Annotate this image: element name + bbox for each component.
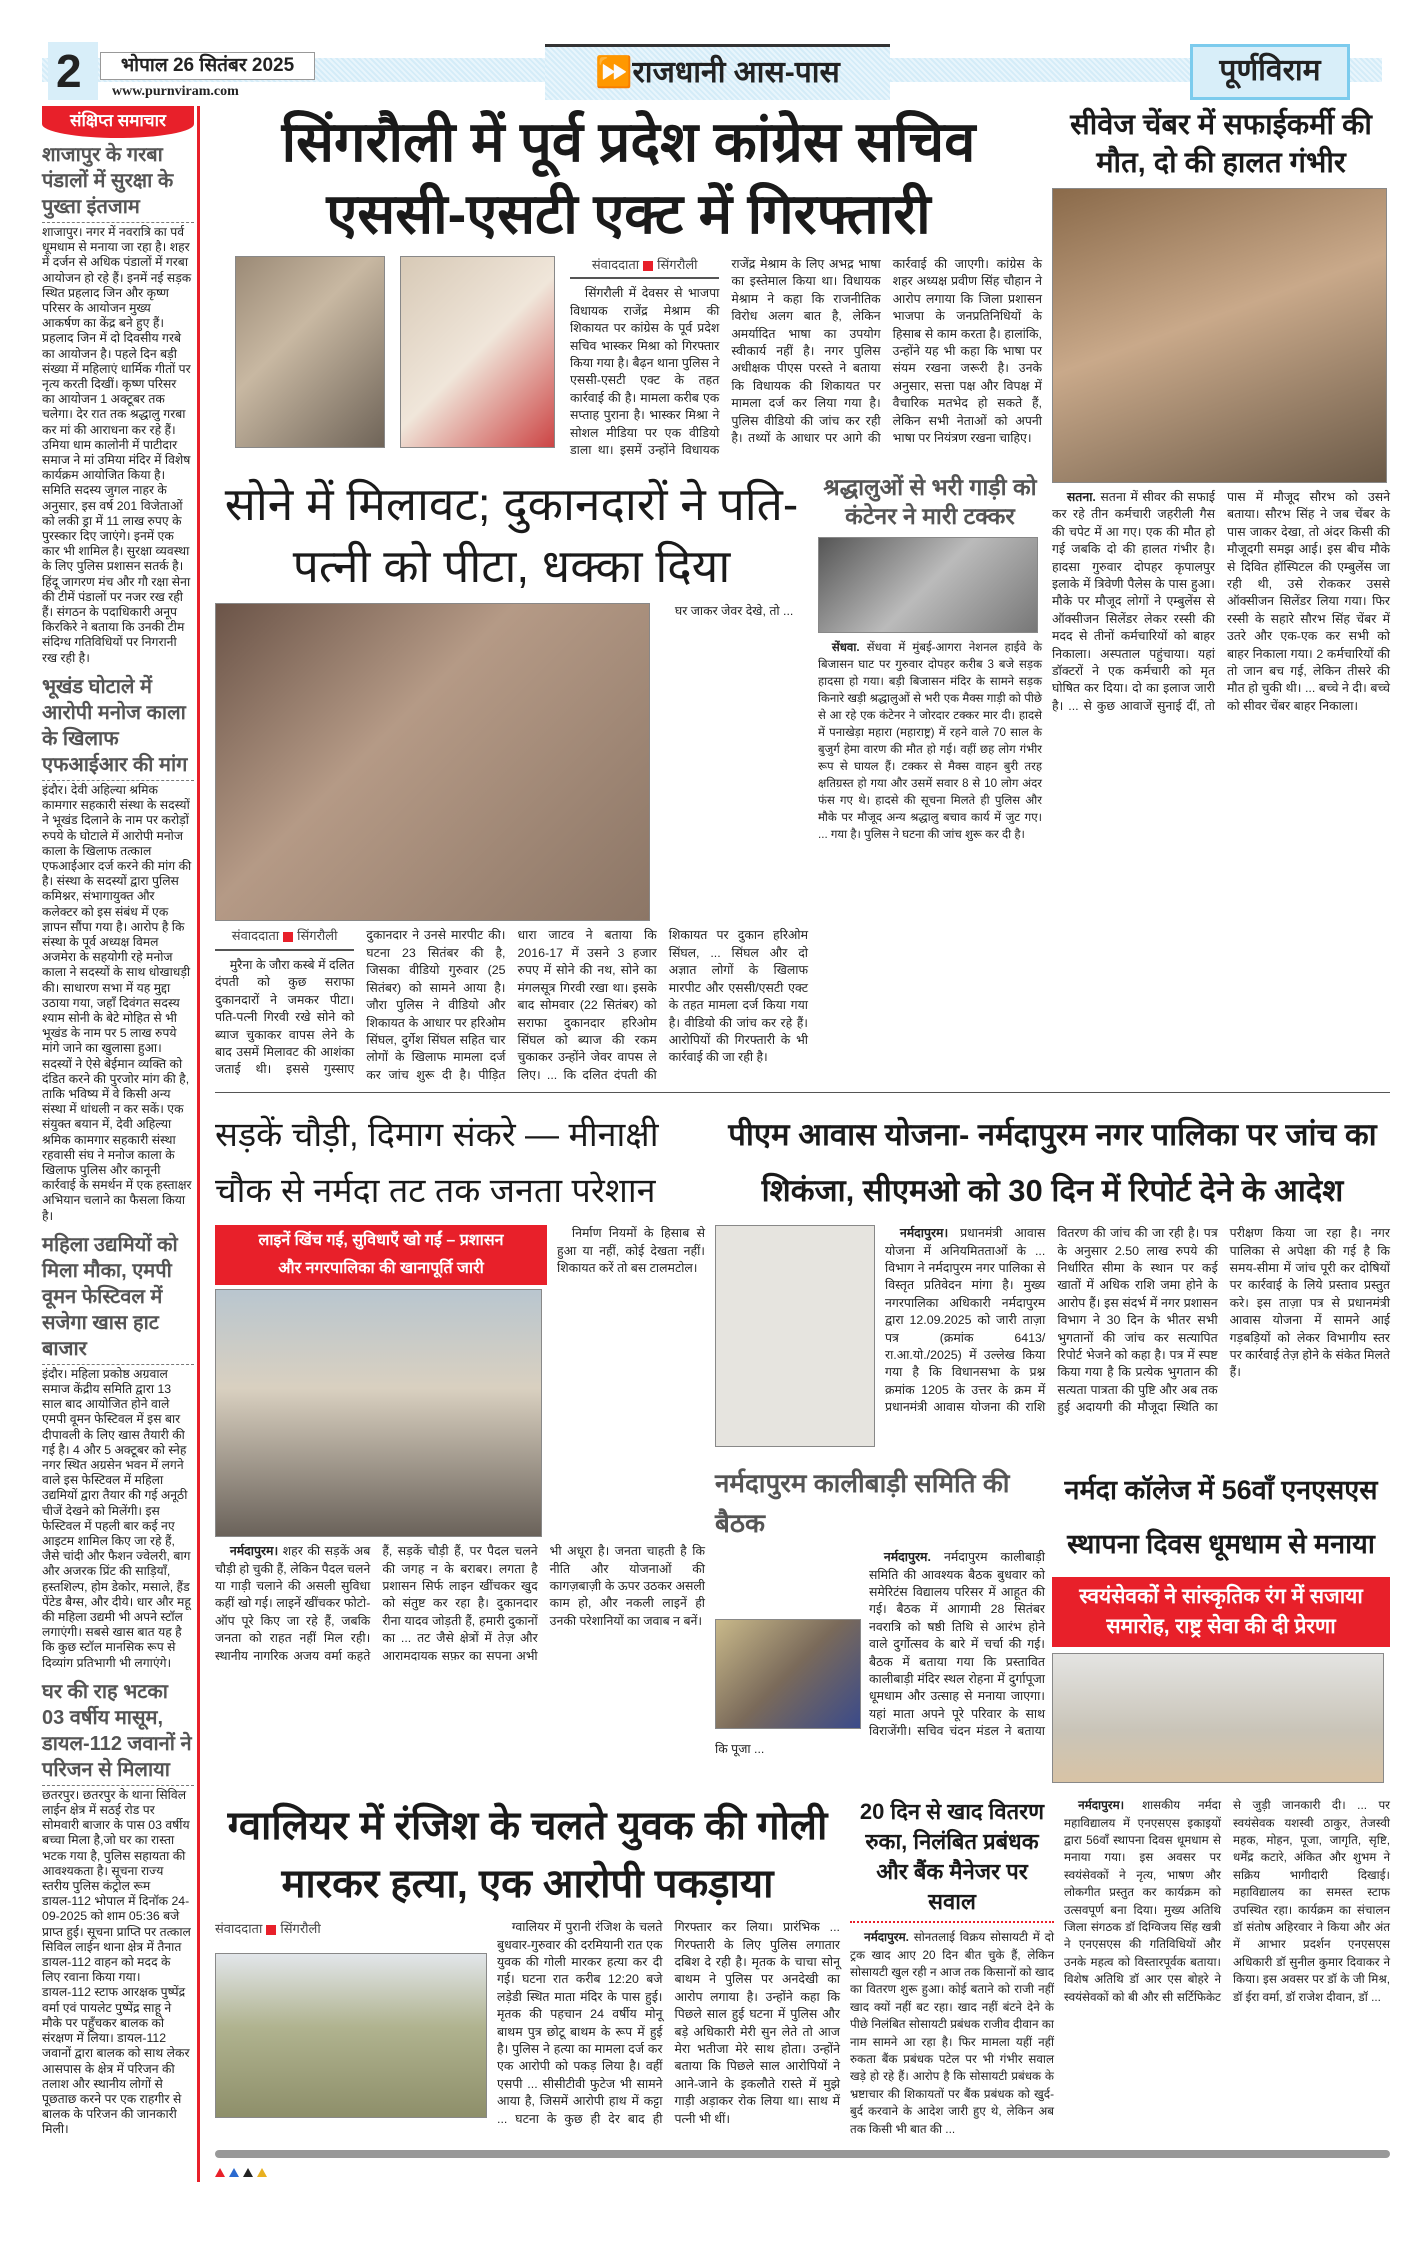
brief-item <box>42 138 194 670</box>
kalibadi-text: नर्मदापुरम कालीबाड़ी समिति की आवश्यक बैठक बुधवार को समेरिटंस विद्यालय परिसर में आहूत की गई। बैठक में आगामी 28 सितंबर नवरात्रि को षष्ठी तिथि से आरंभ होने वाले दुर्गोत्सव के बारे में चर्चा की गई। बैठक में बताया गया कि प्रस्तावित कालीबाड़ी मंदिर स्थल रोहना में दुर्गापूजा धूमधाम और उत्साह से मनाया जाएगा। यहां माता अपने पूरे परिवार के साथ विराजेंगी। सचिव चंदन मंडल ने बताया कि पूजा ... <box>715 1550 1045 1756</box>
college-headline: नर्मदा कॉलेज में 56वाँ एनएसएस स्थापना दिवस धूमधाम से मनाया <box>1064 1475 1378 1560</box>
accident-headline: श्रद्धालुओं से भरी गाड़ी को कंटेनर ने मारी टक्कर <box>823 474 1037 530</box>
brief-item <box>42 1675 194 2142</box>
double-chevron-icon: ⏩ <box>595 56 633 89</box>
brief-text: छतरपुर। छतरपुर के थाना सिविल लाईन क्षेत्र में सठई रोड पर सोमवारी बाजार के पास 03 वर्षीय बच्चा मिला है,जो घर का रास्ता भटक गया है, पुलिस सहायता की आवश्यकता है। सूचना राज्य स्तरीय पुलिस कंट्रोल रूम डायल-112 भोपाल में दिनॉक 24-09-2025 को शाम 05:36 बजे प्राप्त हुई। सूचना प्राप्ति पर तत्काल सिविल लाईन थाना क्षेत्र में तैनात डायल-112 वाहन को मदद के लिए रवाना किया गया। डायल-112 स्टाफ आरक्षक पुष्पेंद्र वर्मा एवं पायलेट पुष्पेंद्र साहू ने मौके पर पहुँचकर बालक को संरक्षण में लिया। डायल-112 जवानों द्वारा बालक को साथ लेकर आसपास के क्षेत्र में परिजन की तलाश और स्थानीय लोगों से पूछताछ करने पर एक राहगीर से बालक के परिजन की जानकारी मिली। <box>42 1787 191 2137</box>
accident-body: सेंधवा. सेंधवा में मुंबई-आगरा नेशनल हाईवे के बिजासन घाट पर गुरुवार दोपहर करीब 3 बजे सड़क हादसा हो गया। बड़ी बिजासन मंदिर के सामने सड़क किनारे खड़ी श्रद्धालुओं से भरी एक मैक्स गाड़ी को पीछे से आ रहे एक कंटेनर ने जोरदार टक्कर मार दी। हादसे में पनाखेड़ा महारा (महाराष्ट्र) में रहने वाले 70 साल के बुजुर्ग हेमा वारण की मौत हो गई। वहीं छह लोग गंभीर रूप से घायल हैं। टक्कर से मैक्स वाहन बुरी तरह क्षतिग्रस्त हो गया और उसमें सवार 8 से 10 लोग अंदर फंस गए थे। हादसे की सूचना मिलते ही पुलिस और मौके पर मौजूद अन्य श्रद्धालु बचाव कार्य में जुट गए। ... गया है। पुलिस ने घटना की जांच शुरू कर दी है। <box>818 641 1042 842</box>
footer <box>215 2150 1390 2182</box>
byline: संवाददाता सिंगरौली <box>215 927 354 950</box>
accident-photo <box>818 537 1038 633</box>
brand-logo: पूर्णविराम <box>1190 44 1350 100</box>
gwalior-text: ग्वालियर में पुरानी रंजिश के चलते बुधवार-गुरुवार की दरमियानी रात एक युवक की गोली मारकर हत्या कर दी गई। घटना रात करीब 12:20 बजे लड़ेडी स्थित माता मंदिर के पास हुई। मृतक की पहचान 24 वर्षीय मोनू बाथम पुत्र छोटू बाथम के रूप में हुई है। पुलिस ने हत्या का मामला दर्ज कर एक आरोपी को पकड़ लिया है। वहीं एसपी ... सीसीटीवी फुटेज भी सामने आया है, जिसमें आरोपी हाथ में कट्टा ... घटना के कुछ ही देर बाद ही गिरफ्तार कर लिया। प्रारंभिक ... गिरफ्तारी के लिए पुलिस लगातार दबिश दे रही है। मृतक के चाचा सोनू बाथम ने पुलिस पर अनदेखी का आरोप लगाया है। उन्होंने कहा कि पिछले साल हुई घटना में पुलिस और बड़े अधिकारी मेरी सुन लेते तो आज मेरा भतीजा मेरे साथ होता। उन्होंने बताया कि पिछले साल आरोपियों ने आने-जाने के इकलौते रास्ते में मुझे गाड़ी अड़ाकर रोक लिया था। साथ में पत्नी भी थीं। <box>497 1920 840 2126</box>
fertilizer-text: सोनतलाई विक्रय सोसायटी में दो ट्रक खाद आए 20 दिन बीत चुके हैं, लेकिन सोसायटी खुल रही न आज तक किसानों को खाद का वितरण शुरू हुआ। कोई बताने को राजी नहीं खाद क्यों नहीं बट रहा। खाद नहीं बंटने देने के पीछे निलंबित सोसायटी प्रबंधक राजीव दीवान का नाम सामने आ रहा है। फिर मामला यहीं नहीं रुकता बैंक प्रबंधक पटेल पर भी गंभीर सवाल खड़े हो रहे हैं। आरोप है कि सोसायटी प्रबंधक के भ्रष्टाचार की शिकायतों पर बैंक प्रबंधक को खुर्द-बुर्द करवाने के आदेश जारी हुए थे, लेकिन अब तक किसी भी बात की ... <box>850 1930 1054 2136</box>
gwalior-photo <box>215 1953 487 2118</box>
gold-photo <box>215 603 650 921</box>
gold-accident-row <box>215 473 1042 1084</box>
kalibadi-story <box>715 1463 1045 1758</box>
section-label: राजधानी आस-पास <box>632 56 840 89</box>
sewer-photo <box>1052 188 1387 483</box>
accident-text: सेंधवा में मुंबई-आगरा नेशनल हाईवे के बिजासन घाट पर गुरुवार दोपहर करीब 3 बजे सड़क हादसा हो गया। बड़ी बिजासन मंदिर के सामने सड़क किनारे खड़ी श्रद्धालुओं से भरी एक मैक्स गाड़ी को पीछे से आ रहे एक कंटेनर ने जोरदार टक्कर मार दी। हादसे में पनाखेड़ा महारा (महाराष्ट्र) में रहने वाले 70 साल के बुजुर्ग हेमा वारण की मौत हो गई। वहीं छह लोग गंभीर रूप से घायल हैं। टक्कर से मैक्स वाहन बुरी तरह क्षतिग्रस्त हो गया और उसमें सवार 8 से 10 लोग अंदर फंस गए थे। हादसे की सूचना मिलते ही पुलिस और मौके पर मौजूद अन्य श्रद्धालु बचाव कार्य में जुट गए। ... गया है। पुलिस ने घटना की जांच शुरू कर दी है। <box>818 641 1042 842</box>
brief-text: इंदौर। महिला प्रकोष्ठ अग्रवाल समाज केंद्रीय समिति द्वारा 13 साल बाद आयोजित होने वाले एमपी वूमन फेस्टिवल में इस बार दीपावली के लिए खास तैयारी की गई है। 4 और 5 अक्टूबर को स्नेह नगर स्थित अग्रसेन भवन में लगने वाले इस फेस्टिवल में महिला उद्यमियों द्वारा तैयार की गई अनूठी चीजें देखने को मिलेंगी। इस फेस्टिवल में पहली बार कई नए आइटम शामिल किए जा रहे हैं, जैसे चांदी और फैशन ज्वेलरी, बाग और अजरक प्रिंट की साड़ियाँ, हस्तशिल्प, होम डेकोर, मसाले, हैंड पेंटेड बैग्स, और दीये। धार और महू की महिला उद्यमी भी अपने स्टॉल लगाएंगी। सबसे खास बात यह है कि कुछ स्टॉल मानसिक रूप से दिव्यांग प्रतिभागी भी लगाएंगे। <box>42 1366 191 1670</box>
sewer-text: सतना में सीवर की सफाई कर रहे तीन कर्मचारी जहरीली गैस की चपेट में आ गए। एक की मौत हो गई जबकि दो की हालत गंभीर है। हादसा गुरुवार दोपहर कृपालपुर इलाके में त्रिवेणी पैलेस के पास हुआ। मौके पर मौजूद लोगों ने एम्बुलेंस से ऑक्सीजन सिलेंडर लेकर रस्सी की मदद से तीनों कर्मचारियों को बाहर निकाला। अस्पताल पहुंचाया। यहां डॉक्टरों ने एक कर्मचारी को मृत घोषित कर दिया। दो का इलाज जारी है। ... से कुछ आवाजें सुनाई दीं, तो पास में मौजूद सौरभ को उसने बताया। सौरभ सिंह ने जब चेंबर के पास जाकर देखा, तो अंदर किसी की मौजूदगी समझ आई। इस बीच मौके से दिवित हॉस्पिटल की एम्बुलेंस जा रही थी, उसे रोककर उससे ऑक्सीजन सिलेंडर लिया गया। फिर रस्सी के सहारे सौरभ सिंह चेंबर में उतरे और एक-एक कर सभी को बाहर निकाला गया। 2 कर्मचारियों की तो जान बच गई, लेकिन तीसरे की मौत हो चुकी थी। ... बच्चे ने दी। बच्चे को सीवर चेंबर बाहर निकाला। <box>1052 490 1390 713</box>
college-label: स्वयंसेवकों ने सांस्कृतिक रंग में सजाया समारोह, राष्ट्र सेवा की दी प्रेरणा <box>1052 1577 1390 1647</box>
kalibadi-college-row <box>715 1463 1390 1783</box>
section-title <box>545 44 890 100</box>
pm-awas-text: प्रधानमंत्री आवास योजना में अनियमितताओं के ... विभाग ने नर्मदापुरम नगर पालिका से विस्तृत प्रतिवेदन मांगा है। मुख्य नगरपालिका अधिकारी नर्मदापुरम द्वारा 12.09.2025 को जारी ताज़ा पत्र (क्रमांक 6413/रा.आ.यो./2025) में उल्लेख किया गया है कि विधानसभा के प्रश्न क्रमांक 1205 के उत्तर के क्रम में प्रधानमंत्री आवास योजना की राशि वितरण की जांच की जा रही है। पत्र के अनुसार 2.50 लाख रुपये की निर्धारित सीमा के स्थान पर कई खातों में अधिक राशि जमा होने के आरोप हैं। इस संदर्भ में नगर प्रशासन विभाग ने 30 दिन के भीतर सभी भुगतानों की जांच कर सत्यापित रिपोर्ट भेजने को कहा है। पत्र में स्पष्ट किया गया है कि प्रत्येक भुगतान की सत्यता पात्रता की पुष्टि और अब तक हुई अदायगी की मौजूदा स्थिति का परीक्षण किया जा रहा है। नगर पालिका से अपेक्षा की गई है कि समय-सीमा में जांच पूरी कर दोषियों पर कार्रवाई के लिये प्रस्ताव प्रस्तुत करे। इस ताज़ा पत्र से प्रधानमंत्री आवास योजना में सामने आई गड़बड़ियों को लेकर विभागीय स्तर पर कार्रवाई तेज़ होने के संकेत मिलते हैं। <box>885 1226 1390 1415</box>
gold-story <box>215 473 808 1084</box>
gwalior-content <box>215 1919 840 2128</box>
briefs-tag: संक्षिप्त समाचार <box>42 106 194 138</box>
gold-text: मुरैना के जौरा कस्बे में दलित दंपती को कुछ सराफा दुकानदारों ने जमकर पीटा। पति-पत्नी गिरवी रखे सोने को ब्याज चुकाकर वापस लेने के बाद उसमें मिलावट की आशंका जताई थी। इससे गुस्साए दुकानदार ने उनसे मारपीट की। घटना 23 सितंबर की है, जिसका वीडियो गुरुवार (25 सितंबर) को सामने आया है। जौरा पुलिस ने वीडियो और शिकायत के आधार पर हरिओम सिंघल, दुर्गेश सिंघल सहित चार लोगों के खिलाफ मामला दर्ज कर जांच शुरू दी है। पीड़ित धारा जाटव ने बताया कि 2016-17 में उसने 3 हजार रुपए में सोने की नथ, सोने का मंगलसूत्र गिरवी रखा था। इसके बाद सोमवार (22 सितंबर) को सराफा दुकानदार हरिओम सिंघल को ब्याज की रकम चुकाकर उन्होंने जेवर वापस ले लिए। ... कि दलित दंपती की शिकायत पर दुकान हरिओम सिंघल, ... सिंघल और दो अज्ञात लोगों के खिलाफ मारपीट और एससी/एसटी एक्ट के तहत मामला दर्ज किया गया है। वीडियो की जांच कर रहे हैं। आरोपियों की गिरफ्तारी के भी कार्रवाई की जा रही है। <box>215 928 808 1082</box>
college-text: शासकीय नर्मदा महाविद्यालय में एनएसएस इकाइयों द्वारा 56वाँ स्थापना दिवस धूमधाम से मनाया गया। इस अवसर पर स्वयंसेवकों ने नृत्य, भाषण और लोकगीत प्रस्तुत कर कार्यक्रम को उत्सवपूर्ण बना दिया। मुख्य अतिथि जिला संगठक डॉ दिग्विजय सिंह खत्री ने एनएसएस की गतिविधियों और उनके महत्व को विस्तारपूर्वक बताया। विशेष अतिथि डॉ आर एस बोहरे ने स्वयंसेवकों को बी और सी सर्टिफिकेट से जुड़ी जानकारी दी। ... पर स्वयंसेवक यशस्वी ठाकुर, तेजस्वी महक, मोहन, पूजा, जागृति, सृष्टि, धर्मेंद्र कटारे, अंकित और शुभम ने सक्रिय भागीदारी दिखाई। महाविद्यालय का समस्त स्टाफ उपस्थित रहा। कार्यक्रम का संचालन डॉ संतोष अहिरवार ने किया और अंत में आभार प्रदर्शन एनएसएस अधिकारी डॉ सुनील कुमार दिवाकर ने किया। इस अवसर पर डॉ के जी मिश्र, डॉ ईरा वर्मा, डॉ राजेश दीवान, डॉ ... <box>1064 1798 1390 2004</box>
accident-story <box>818 473 1042 843</box>
byline: संवाददाता सिंगरौली <box>570 256 719 279</box>
briefs-column <box>42 106 200 2182</box>
row-top <box>215 106 1390 1084</box>
gwalior-body <box>497 1919 840 2128</box>
fertilizer-headline: 20 दिन से खाद वितरण रुका, निलंबित प्रबंधक और बैंक मैनेजर पर सवाल <box>850 1797 1054 1923</box>
brief-headline: घर की राह भटका 03 वर्षीय मासूम, डायल-112 जवानों ने परिजन से मिलाया <box>42 1675 194 1786</box>
divider <box>215 1092 1390 1093</box>
college-story <box>1052 1463 1390 1783</box>
dateline: सतना. <box>1066 490 1096 504</box>
brief-headline: शाजापुर के गरबा पंडालों में सुरक्षा के पुख्ता इंतजाम <box>42 138 194 223</box>
pm-awas-body: नर्मदापुरम। प्रधानमंत्री आवास योजना में अनियमितताओं के ... विभाग ने नर्मदापुरम नगर पालिका से विस्तृत प्रतिवेदन मांगा है। मुख्य नगरपालिका अधिकारी नर्मदापुरम द्वारा 12.09.2025 को जारी ताज़ा पत्र (क्रमांक 6413/रा.आ.यो./2025) में उल्लेख किया गया है कि विधानसभा के प्रश्न क्रमांक 1205 के उत्तर के क्रम में प्रधानमंत्री आवास योजना की राशि वितरण की जांच की जा रही है। पत्र के अनुसार 2.50 लाख रुपये की निर्धारित सीमा के स्थान पर कई खातों में अधिक राशि जमा होने के आरोप हैं। इस संदर्भ में नगर प्रशासन विभाग ने 30 दिन के भीतर सभी भुगतानों की जांच कर सत्यापित रिपोर्ट भेजने को कहा है। पत्र में स्पष्ट किया गया है कि प्रत्येक भुगतान की सत्यता पात्रता की पुष्टि और अब तक हुई अदायगी की मौजूदा स्थिति का परीक्षण किया जा रहा है। नगर पालिका से अपेक्षा की गई है कि समय-सीमा में जांच पूरी कर दोषियों पर कार्रवाई के लिये प्रस्ताव प्रस्तुत करे। इस ताज़ा पत्र से प्रधानमंत्री आवास योजना में सामने आई गड़बड़ियों को लेकर विभागीय स्तर पर कार्रवाई तेज़ होने के संकेत मिलते हैं। <box>885 1226 1390 1415</box>
main-area <box>215 106 1390 2182</box>
lead-text: सिंगरौली में देवसर से भाजपा विधायक राजेंद्र मेश्राम की शिकायत पर कांग्रेस के पूर्व प्रदेश सचिव भास्कर मिश्रा को गिरफ्तार किया गया है। बैढ़न थाना पुलिस ने एससी-एसटी एक्ट के तहत कार्रवाई की है। मामला करीब एक सप्ताह पुराना है। भास्कर मिश्रा ने सोशल मीडिया पर एक वीडियो डाला था। इसमें उन्होंने विधायक राजेंद्र मेश्राम के लिए अभद्र भाषा का इस्तेमाल किया था। विधायक मेश्राम ने कहा कि राजनीतिक विरोध अलग बात है, लेकिन अमर्यादित भाषा का उपयोग स्वीकार्य नहीं है। नगर पुलिस अधीक्षक पीएस परस्ते ने बताया कि विधायक की शिकायत पर मामला दर्ज कर लिया गया है। पुलिस वीडियो की जांच कर रही है। तथ्यों के आधार पर आगे की कार्रवाई की जाएगी। कांग्रेस के शहर अध्यक्ष प्रवीण सिंह चौहान ने आरोप लगाया कि जिला प्रशासन भाजपा के जनप्रतिनिधियों के हिसाब से काम करता है। हालांकि, उन्होंने यह भी कहा कि भाषा पर संयम रखना जरूरी है। उनके अनुसार, सत्ता पक्ष और विपक्ष में वैचारिक मतभेद हो सकते हैं, लेकिन सभी नेताओं को अपनी भाषा पर नियंत्रण रखना चाहिए। <box>570 257 1042 458</box>
roads-text: शहर की सड़कें अब चौड़ी हो चुकी हैं, लेकिन पैदल चलने या गाड़ी चलाने की असली सुविधा कहीं खो गई। लाइनें खींचकर फोटो-ऑप पूरे किए जा रहे हैं, जबकि जनता को राहत नहीं मिल रही। स्थानीय नागरिक अजय वर्मा कहते हैं, सड़कें चौड़ी हैं, पर पैदल चलने की जगह न के बराबर। लगता है प्रशासन सिर्फ लाइन खींचकर खुद को संतुष्ट कर रहा है। दुकानदार रीना यादव जोड़ती हैं, हमारी दुकानों का ... तट जैसे क्षेत्रों में तेज़ और आरामदायक सफ़र का सपना अभी भी अधूरा है। जनता चाहती है कि नीति और योजनाओं की कागज़बाज़ी के ऊपर उठकर असली काम हो, और नकली लाइनें ही उनकी परेशानियों का जवाब न बनें। <box>215 1544 705 1663</box>
brief-headline: महिला उद्यमियों को मिला मौका, एमपी वूमन फेस्टिवल में सजेगा खास हाट बाजार <box>42 1228 194 1365</box>
lead-body <box>570 256 1042 459</box>
pm-awas-document-image <box>715 1225 875 1447</box>
triangle-icon <box>243 2168 253 2177</box>
brief-text: इंदौर। देवी अहिल्या श्रमिक कामगार सहकारी संस्था के सदस्यों ने भूखंड दिलाने के नाम पर करोड़ों रुपये के घोटाले में आरोपी मनोज काला के खिलाफ तत्काल एफआईआर दर्ज करने की मांग की है। संस्था के सदस्यों द्वारा पुलिस कमिश्नर, संभागायुक्त और कलेक्टर को इस संबंध में एक ज्ञापन सौंपा गया है। आरोप है कि संस्था के पूर्व अध्यक्ष विमल अजमेरा के सहयोगी रहे मनोज काला ने सदस्यों के साथ धोखाधड़ी की। साधारण सभा में यह मुद्दा उठाया गया, जहाँ दिवंगत सदस्य श्याम सोनी के बेटे मोहित से भी भूखंड के नाम पर 5 लाख रुपये मांगे जाने का खुलासा हुआ। सदस्यों ने ऐसे बेईमान व्यक्ति को दंडित करने की पुरजोर मांग की है, ताकि भविष्य में वे किसी अन्य संस्था में धांधली न कर सकें। एक संयुक्त बयान में, देवी अहिल्या श्रमिक कामगार सहकारी संस्था रहवासी संघ ने मनोज काला के खिलाफ पुलिस और कानूनी कार्रवाई के समर्थन में एक हस्ताक्षर अभियान चलाने का फैसला किया है। <box>42 782 192 1223</box>
sewer-body <box>1052 489 1390 715</box>
roads-story <box>215 1107 705 1665</box>
sewer-headline: सीवेज चेंबर में सफाईकर्मी की मौत, दो की हालत गंभीर <box>1070 109 1372 179</box>
row-middle <box>215 1107 1390 1783</box>
top-left-stack <box>215 106 1042 1084</box>
roads-label: लाइनें खिंच गईं, सुविधाएँ खो गईं – प्रशासन और नगरपालिका की खानापूर्ति जारी <box>215 1225 547 1285</box>
kalibadi-photo <box>715 1619 861 1729</box>
page-body <box>42 106 1390 2182</box>
gold-photo-row <box>215 603 808 921</box>
lead-photo-right <box>400 256 555 448</box>
college-body: नर्मदापुरम। शासकीय नर्मदा महाविद्यालय में एनएसएस इकाइयों द्वारा 56वाँ स्थापना दिवस धूमधाम से मनाया गया। इस अवसर पर स्वयंसेवकों ने नृत्य, भाषण और लोकगीत प्रस्तुत कर कार्यक्रम को उत्सवपूर्ण बना दिया। मुख्य अतिथि जिला संगठक डॉ दिग्विजय सिंह खत्री ने एनएसएस की गतिविधियों और उनके महत्व को विस्तारपूर्वक बताया। विशेष अतिथि डॉ आर एस बोहरे ने स्वयंसेवकों को बी और सी सर्टिफिकेट से जुड़ी जानकारी दी। ... पर स्वयंसेवक यशस्वी ठाकुर, तेजस्वी महक, मोहन, पूजा, जागृति, सृष्टि, धर्मेंद्र कटारे, अंकित और शुभम ने सक्रिय भागीदारी दिखाई। महाविद्यालय का समस्त स्टाफ उपस्थित रहा। कार्यक्रम का संचालन डॉ संतोष अहिरवार ने किया और अंत में आभार प्रदर्शन एनएसएस अधिकारी डॉ सुनील कुमार दिवाकर ने किया। इस अवसर पर डॉ के जी मिश्र, डॉ ईरा वर्मा, डॉ राजेश दीवान, डॉ ... <box>1064 1798 1390 2004</box>
brief-item <box>42 1228 194 1675</box>
gold-headline: सोने में मिलावट; दुकानदारों ने पति-पत्नी को पीटा, धक्का दिया <box>224 478 799 593</box>
square-bullet-icon <box>283 932 293 942</box>
kalibadi-headline: नर्मदापुरम कालीबाड़ी समिति की बैठक <box>715 1468 1010 1539</box>
roads-body: नर्मदापुरम। शहर की सड़कें अब चौड़ी हो चुकी हैं, लेकिन पैदल चलने या गाड़ी चलाने की असली सुविधा कहीं खो गई। लाइनें खींचकर फोटो-ऑप पूरे किए जा रहे हैं, जबकि जनता को राहत नहीं मिल रही। स्थानीय नागरिक अजय वर्मा कहते हैं, सड़कें चौड़ी हैं, पर पैदल चलने की जगह न के बराबर। लगता है प्रशासन सिर्फ लाइन खींचकर खुद को संतुष्ट कर रहा है। दुकानदार रीना यादव जोड़ती हैं, हमारी दुकानों का ... तट जैसे क्षेत्रों में तेज़ और आरामदायक सफ़र का सपना अभी भी अधूरा है। जनता चाहती है कि नीति और योजनाओं की कागज़बाज़ी के ऊपर उठकर असली काम हो, और नकली लाइनें ही उनकी परेशानियों का जवाब न बनें। <box>215 1544 705 1663</box>
middle-right-stack <box>715 1107 1390 1783</box>
kalibadi-body: नर्मदापुरम. नर्मदापुरम कालीबाड़ी समिति की आवश्यक बैठक बुधवार को समेरिटंस विद्यालय परिसर में आहूत की गई। बैठक में आगामी 28 सितंबर नवरात्रि को षष्ठी तिथि से आरंभ होने वाले दुर्गोत्सव के बारे में चर्चा की गई। बैठक में बताया गया कि प्रस्तावित कालीबाड़ी मंदिर स्थल रोहना में दुर्गापूजा धूमधाम और उत्साह से मनाया जाएगा। यहां माता अपने पूरे परिवार के साथ विराजेंगी। सचिव चंदन मंडल ने बताया कि पूजा ... <box>715 1550 1045 1756</box>
pm-awas-headline: पीएम आवास योजना- नर्मदापुरम नगर पालिका पर जांच का शिकंजा, सीएमओ को 30 दिन में रिपोर्ट देने के आदेश <box>728 1117 1377 1209</box>
lead-story <box>215 256 1042 459</box>
roads-label-photo <box>215 1225 547 1537</box>
square-bullet-icon <box>266 1925 276 1935</box>
triangle-icon <box>215 2168 225 2177</box>
roads-headline: सड़कें चौड़ी, दिमाग संकरे — मीनाक्षी चौक से नर्मदा तट तक जनता परेशान <box>215 1116 659 1211</box>
triangle-icon <box>257 2168 267 2177</box>
gold-body <box>215 927 808 1084</box>
fertilizer-body: नर्मदापुरम. सोनतलाई विक्रय सोसायटी में दो ट्रक खाद आए 20 दिन बीत चुके हैं, लेकिन सोसायटी खुल रही न आज तक किसानों को खाद का वितरण शुरू हुआ। कोई बताने को राजी नहीं खाद क्यों नहीं बट रहा। खाद नहीं बंटने देने के पीछे निलंबित सोसायटी प्रबंधक राजीव दीवान का नाम सामने आ रहा है। फिर मामला यहीं नहीं रुकता बैंक प्रबंधक पटेल पर भी गंभीर सवाल खड़े हो रहे हैं। आरोप है कि सोसायटी प्रबंधक के भ्रष्टाचार की शिकायतों पर बैंक प्रबंधक को खुर्द-बुर्द करवाने के आदेश जारी हुए थे, लेकिन अब तक किसी भी बात की ... <box>850 1930 1054 2136</box>
gold-top-text: घर जाकर जेवर देखे, तो ... <box>674 604 794 619</box>
fertilizer-story <box>850 1797 1054 2138</box>
gwalior-headline: ग्वालियर में रंजिश के चलते युवक की गोली मारकर हत्या, एक आरोपी पकड़ाया <box>227 1804 828 1907</box>
website-link[interactable]: www.purnviram.com <box>112 84 239 99</box>
college-photo <box>1052 1653 1384 1783</box>
roads-photo-row <box>215 1225 705 1537</box>
pm-awas-story <box>715 1225 1390 1447</box>
row-bottom <box>215 1797 1390 2138</box>
square-bullet-icon <box>643 261 653 271</box>
brief-text: शाजापुर। नगर में नवरात्रि का पर्व धूमधाम से मनाया जा रहा है। शहर में दर्जन से अधिक पंडालों में गरबा आयोजन हो रहे हैं। इनमें नई सड़क स्थित प्रहलाद जिन और कृष्ण परिसर के आयोजन मुख्य आकर्षण का केंद्र बने हुए हैं। प्रहलाद जिन में दो दिवसीय गरबे का आयोजन है। पहले दिन बड़ी संख्या में महिलाएं धार्मिक गीतों पर नृत्य करती दिखीं। कृष्ण परिसर का आयोजन 1 अक्टूबर तक चलेगा। देर रात तक श्रद्धालु गरबा कर मां की आराधना कर रहे हैं। उमिया धाम कालोनी में पाटीदार समाज ने मां उमिया मंदिर में विशेष कार्यक्रम आयोजित किया है। समिति सदस्य जुगल नाहर के अनुसार, इस वर्ष 201 विजेताओं को लकी ड्रा में 11 लाख रुपए के पुरस्कार दिए जाएंगे। इनमें एक कार भी शामिल है। सुरक्षा व्यवस्था के लिए पुलिस प्रशासन सतर्क है। हिंदू जागरण मंच और गौ रक्षा सेना की टीमें पंडालों पर नजर रख रही हैं। संगठन के पदाधिकारी अनूप किरकिरे ने बताया कि उनकी टीम संदिग्ध गतिविधियों पर निगरानी रख रही है। <box>42 225 192 665</box>
brief-item <box>42 670 194 1228</box>
roads-side-text: निर्माण नियमों के हिसाब से हुआ या नहीं, कोई देखता नहीं। शिकायत करें तो बस टालमटोल। <box>557 1226 705 1275</box>
footer-triangles <box>215 2164 1390 2182</box>
page-number: 2 <box>48 42 98 100</box>
gwalior-story <box>215 1797 840 2128</box>
edition-date: भोपाल 26 सितंबर 2025 <box>100 52 315 80</box>
lead-headline: सिंगरौली में पूर्व प्रदेश कांग्रेस सचिव एससी-एसटी एक्ट में गिरफ्तारी <box>281 110 976 245</box>
brief-headline: भूखंड घोटाले में आरोपी मनोज काला के खिलाफ एफआईआर की मांग <box>42 670 194 781</box>
sewer-story <box>1052 106 1390 715</box>
roads-photo <box>215 1289 542 1537</box>
byline: संवाददाता सिंगरौली <box>215 1921 321 1937</box>
gwalior-photo-block <box>215 1919 487 2118</box>
triangle-icon <box>229 2168 239 2177</box>
lead-photo-left <box>235 256 385 448</box>
footer-bar <box>215 2150 1390 2158</box>
